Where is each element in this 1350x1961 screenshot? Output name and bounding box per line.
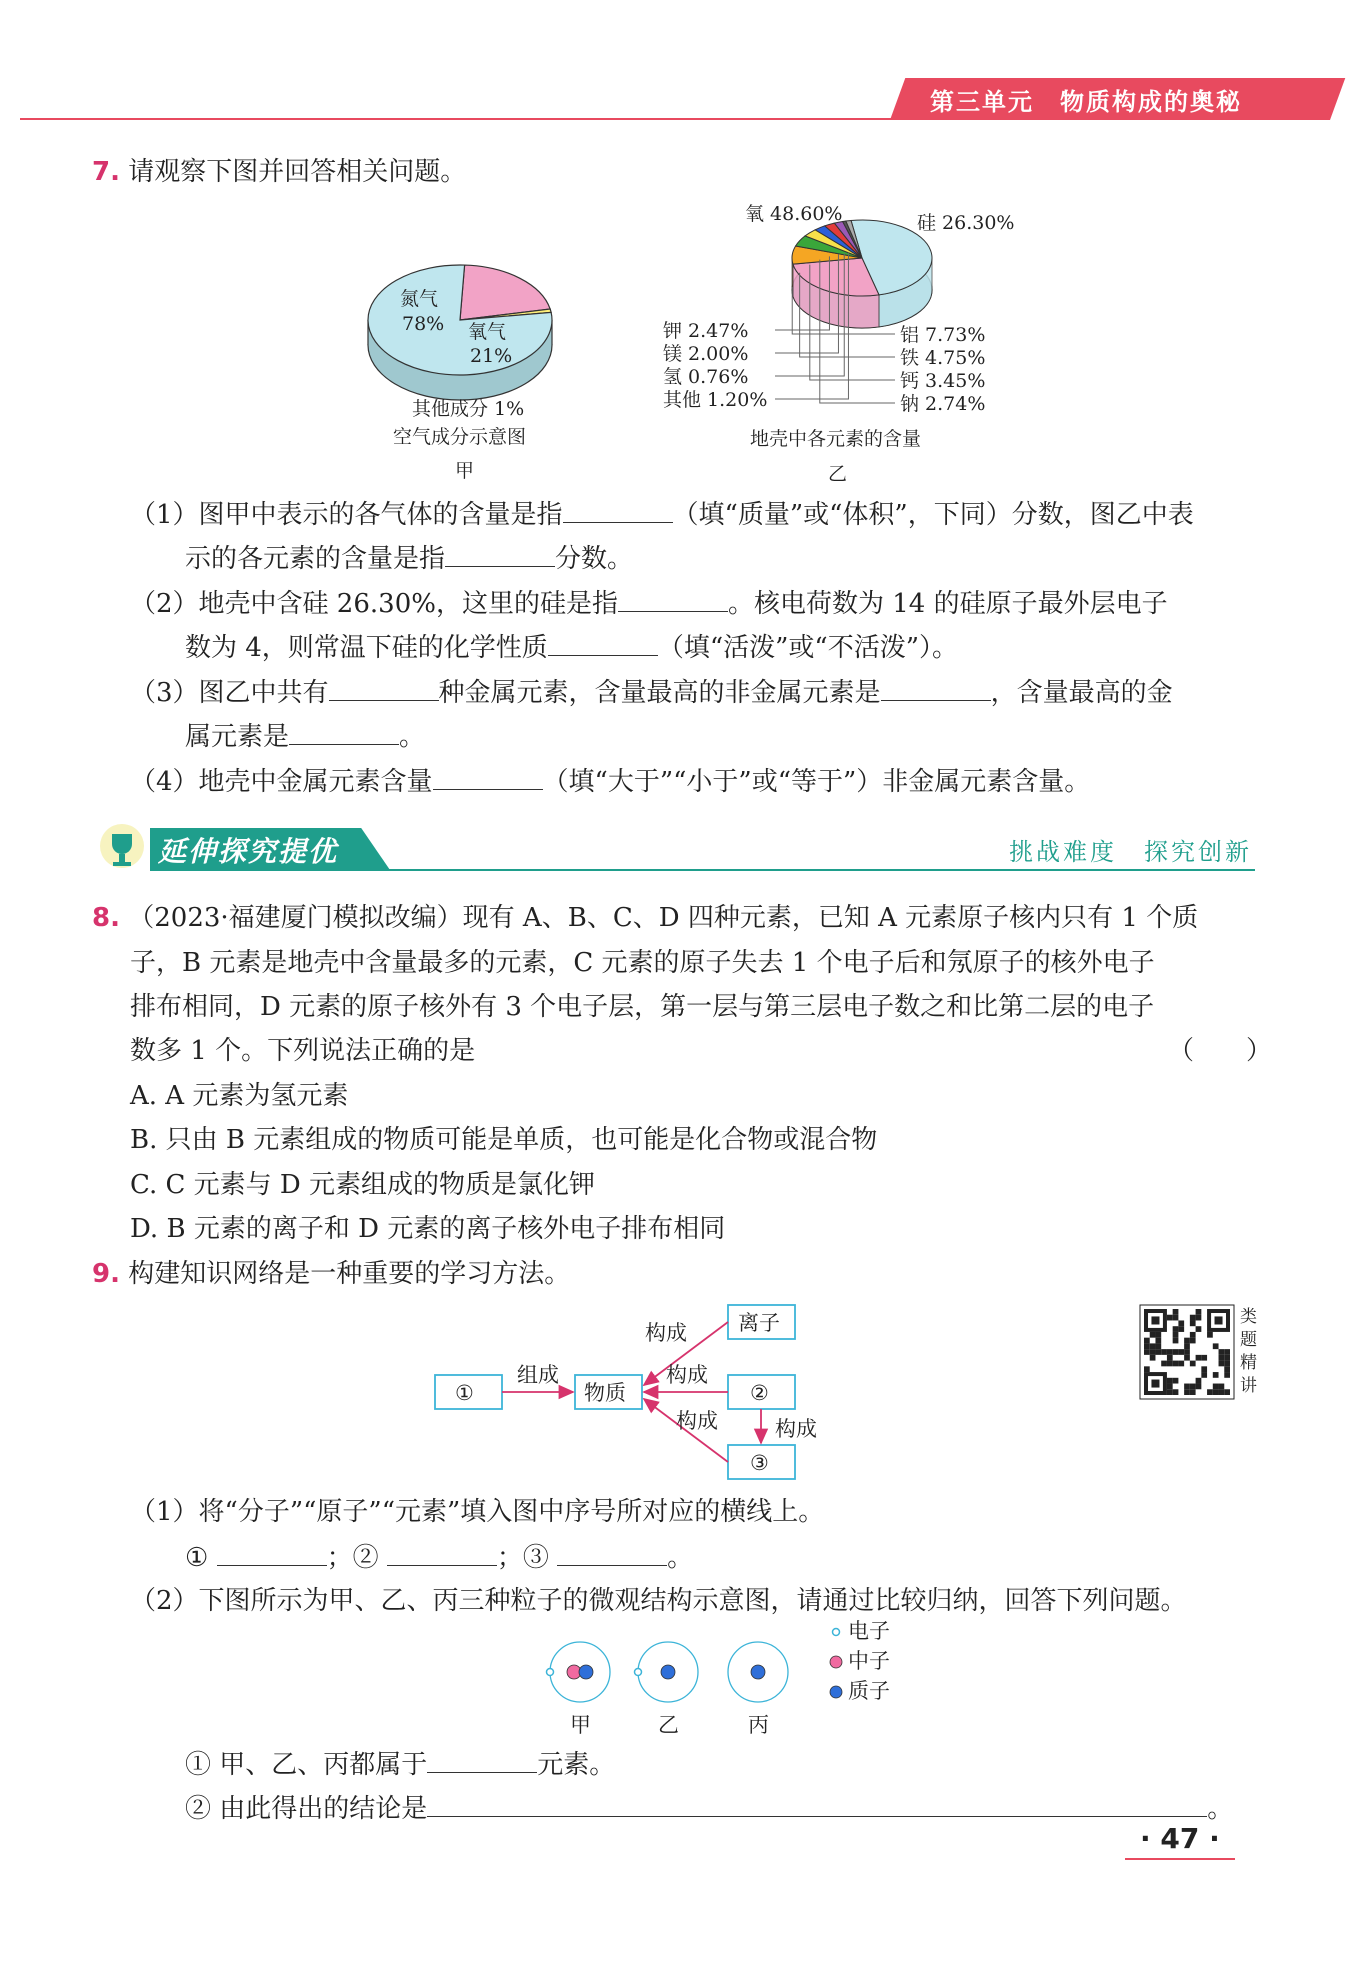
q7-sub1-text-b: （填“质量”或“体积”，下同）分数，图乙中表 xyxy=(672,500,1194,530)
q8-number: 8. xyxy=(92,903,120,933)
q8-option-d: D. B 元素的离子和 D 元素的离子核外电子排布相同 xyxy=(130,1214,726,1244)
q7-figures xyxy=(0,0,1350,490)
legend-proton-icon xyxy=(830,1686,842,1698)
diagram-label-2: ② xyxy=(750,1381,769,1405)
q9-question-a-end: 元素。 xyxy=(537,1750,616,1780)
pie-yi-label-k: 钾 2.47% xyxy=(663,320,749,342)
pie-yi xyxy=(663,203,1015,485)
q9-sub1: （1）将“分子”“原子”“元素”填入图中序号所对应的横线上。 xyxy=(130,1497,825,1527)
q7-sub3-blank2[interactable] xyxy=(881,670,991,701)
qr-label-2: 题 xyxy=(1240,1330,1257,1350)
q7-sub2-blank2[interactable] xyxy=(548,625,658,656)
q8-line1-text: （2023·福建厦门模拟改编）现有 A、B、C、D 四种元素，已知 A 元素原子核内只有 1 个质 xyxy=(128,903,1199,933)
pie-jia-label-n2: 氮气 xyxy=(400,288,439,310)
atom-yi-electron xyxy=(635,1669,642,1676)
edge-label-goucheng-ion: 构成 xyxy=(645,1321,687,1345)
q8-option-c: C. C 元素与 D 元素组成的物质是氯化钾 xyxy=(130,1170,596,1200)
q9-knowledge-diagram xyxy=(0,1290,1350,1490)
q7-sub3-text-e: 。 xyxy=(399,722,426,752)
pie-jia-label-o2-pct: 21% xyxy=(470,345,513,367)
pie-yi-label-other: 其他 1.20% xyxy=(663,389,768,411)
q9-question-b xyxy=(185,1786,1233,1831)
q9-question-a-text: ① 甲、乙、丙都属于 xyxy=(185,1750,428,1780)
q7-sub1-blank1[interactable] xyxy=(563,492,673,523)
pie-jia-caption: 空气成分示意图 xyxy=(393,426,527,448)
q7-sub2-line1 xyxy=(130,581,1168,626)
q9-blank-a[interactable] xyxy=(427,1742,537,1773)
atom-label-jia: 甲 xyxy=(570,1713,591,1737)
q7-sub3-text-b: 种金属元素，含量最高的非金属元素是 xyxy=(438,678,881,708)
q7-sub2-blank1[interactable] xyxy=(618,581,728,612)
q9-blank-b[interactable] xyxy=(427,1786,1207,1817)
qr-label-4: 讲 xyxy=(1240,1376,1257,1396)
unit-title: 第三单元 物质构成的奥秘 xyxy=(930,88,1242,116)
q7-sub2-text-a: （2）地壳中含硅 26.30%，这里的硅是指 xyxy=(130,589,618,619)
atom-label-bing: 丙 xyxy=(748,1713,769,1737)
q9-blank-1[interactable] xyxy=(217,1535,327,1566)
pie-yi-label-mg: 镁 2.00% xyxy=(663,343,749,365)
pie-yi-label-fe: 铁 4.75% xyxy=(900,347,986,369)
q8-line4: 数多 1 个。下列说法正确的是 xyxy=(130,1036,476,1066)
q7-sub3-blank3[interactable] xyxy=(289,714,399,745)
q9-stem-text: 构建知识网络是一种重要的学习方法。 xyxy=(128,1259,571,1289)
q7-sub4-text-b: （填“大于”“小于”或“等于”）非金属元素含量。 xyxy=(542,767,1091,797)
qr-label-3: 精 xyxy=(1240,1353,1257,1373)
q7-sub4-blank[interactable] xyxy=(433,759,543,790)
legend-neutron-icon xyxy=(830,1656,842,1668)
page-number: · 47 · xyxy=(1140,1822,1220,1855)
q7-sub1-blank2[interactable] xyxy=(445,536,555,567)
diagram-label-1: ① xyxy=(455,1381,474,1405)
q7-sub1-text-d: 分数。 xyxy=(555,544,634,574)
q7-number: 7. xyxy=(92,157,120,187)
pie-jia-label-n2-pct: 78% xyxy=(402,313,445,335)
q7-sub3-blank1[interactable] xyxy=(329,670,439,701)
q7-sub3-text-a: （3）图乙中共有 xyxy=(130,678,329,708)
q7-sub3-line1 xyxy=(130,670,1173,715)
pie-jia xyxy=(368,265,552,482)
pie-jia-label-other: 其他成分 1% xyxy=(412,398,525,420)
edge-label-zucheng: 组成 xyxy=(517,1363,559,1387)
q7-sub1-line1 xyxy=(130,492,1194,537)
pie-yi-label-al: 铝 7.73% xyxy=(900,324,986,346)
page-number-rule xyxy=(1125,1858,1235,1860)
pie-jia-fig-label: 甲 xyxy=(455,460,475,482)
q7-sub1-line2 xyxy=(185,536,633,581)
pie-yi-caption: 地壳中各元素的含量 xyxy=(750,428,922,450)
pie-jia-label-o2: 氧气 xyxy=(468,321,507,343)
atom-label-yi: 乙 xyxy=(658,1713,679,1737)
q9-sub1-mark1: ① xyxy=(185,1543,209,1573)
atom-jia-electron xyxy=(547,1669,554,1676)
q7-sub2-line2 xyxy=(185,625,958,670)
pie-yi-label-na: 钠 2.74% xyxy=(900,393,986,415)
pie-yi-label-h: 氢 0.76% xyxy=(663,366,749,388)
q9-sub2: （2）下图所示为甲、乙、丙三种粒子的微观结构示意图，请通过比较归纳，回答下列问题。 xyxy=(130,1586,1187,1616)
q7-sub2-text-d: （填“活泼”或“不活泼”）。 xyxy=(657,633,958,663)
pie-yi-fig-label: 乙 xyxy=(828,463,848,485)
qr-code-icon[interactable] xyxy=(1140,1305,1234,1399)
section-subtitle: 挑战难度 探究创新 xyxy=(1009,838,1252,866)
atom-bing-proton xyxy=(751,1665,765,1679)
q9-question-b-text: ② 由此得出的结论是 xyxy=(185,1794,428,1824)
q9-sub1-end: 。 xyxy=(667,1543,694,1573)
q8-option-b: B. 只由 B 元素组成的物质可能是单质，也可能是化合物或混合物 xyxy=(130,1125,878,1155)
q9-blank-3[interactable] xyxy=(557,1535,667,1566)
legend-neutron: 中子 xyxy=(848,1649,890,1673)
q9-question-a xyxy=(185,1742,615,1787)
legend-electron: 电子 xyxy=(848,1620,890,1643)
q8-line1 xyxy=(92,896,1198,940)
q8-option-a: A. A 元素为氢元素 xyxy=(130,1081,349,1111)
pie-yi-label-si: 硅 26.30% xyxy=(917,212,1015,234)
q7-sub1-text-c: 示的各元素的含量是指 xyxy=(185,544,446,574)
edge-label-goucheng-3: 构成 xyxy=(676,1409,718,1433)
trophy-icon xyxy=(92,818,152,878)
atom-yi-proton xyxy=(661,1665,675,1679)
diagram-label-3: ③ xyxy=(750,1451,769,1475)
section-rule xyxy=(150,869,1255,871)
q9-question-b-end: 。 xyxy=(1207,1794,1234,1824)
q7-stem-text: 请观察下图并回答相关问题。 xyxy=(128,157,467,187)
q9-atom-figure xyxy=(0,1620,1350,1740)
q7-sub3-text-c: ，含量最高的金 xyxy=(990,678,1173,708)
edge-label-goucheng-23: 构成 xyxy=(775,1417,817,1441)
diagram-label-ion: 离子 xyxy=(738,1311,780,1335)
q9-sub1-mark3: ；③ xyxy=(496,1543,549,1573)
q9-sub1-blanks xyxy=(185,1535,693,1580)
q7-sub3-line2 xyxy=(185,714,425,759)
q8-line3: 排布相同，D 元素的原子核外有 3 个电子层，第一层与第三层电子数之和比第二层的电子 xyxy=(130,992,1155,1022)
q7-sub2-text-c: 数为 4，则常温下硅的化学性质 xyxy=(185,633,548,663)
q8-answer-bracket[interactable]: （ ） xyxy=(1168,1036,1273,1066)
q7-sub3-text-d: 属元素是 xyxy=(185,722,290,752)
pie-yi-label-o: 氧 48.60% xyxy=(745,203,843,225)
qr-label-1: 类 xyxy=(1240,1307,1257,1327)
q7-sub2-text-b: 。核电荷数为 14 的硅原子最外层电子 xyxy=(727,589,1168,619)
q7-sub4-line xyxy=(130,759,1090,804)
q9-number: 9. xyxy=(92,1259,120,1289)
atom-jia-proton xyxy=(579,1665,593,1679)
pie-yi-label-ca: 钙 3.45% xyxy=(900,370,986,392)
q9-blank-2[interactable] xyxy=(387,1535,497,1566)
legend-proton: 质子 xyxy=(848,1679,890,1703)
q9-sub1-mark2: ；② xyxy=(326,1543,379,1573)
q8-line2: 子，B 元素是地壳中含量最多的元素，C 元素的原子失去 1 个电子后和氖原子的核外电子 xyxy=(130,948,1155,978)
edge-label-goucheng-2: 构成 xyxy=(666,1363,708,1387)
q7-sub4-text-a: （4）地壳中金属元素含量 xyxy=(130,767,433,797)
section-title: 延伸探究提优 xyxy=(158,835,339,868)
legend-electron-icon xyxy=(833,1629,840,1636)
diagram-label-matter: 物质 xyxy=(584,1381,626,1405)
q7-sub1-text-a: （1）图甲中表示的各气体的含量是指 xyxy=(130,500,563,530)
